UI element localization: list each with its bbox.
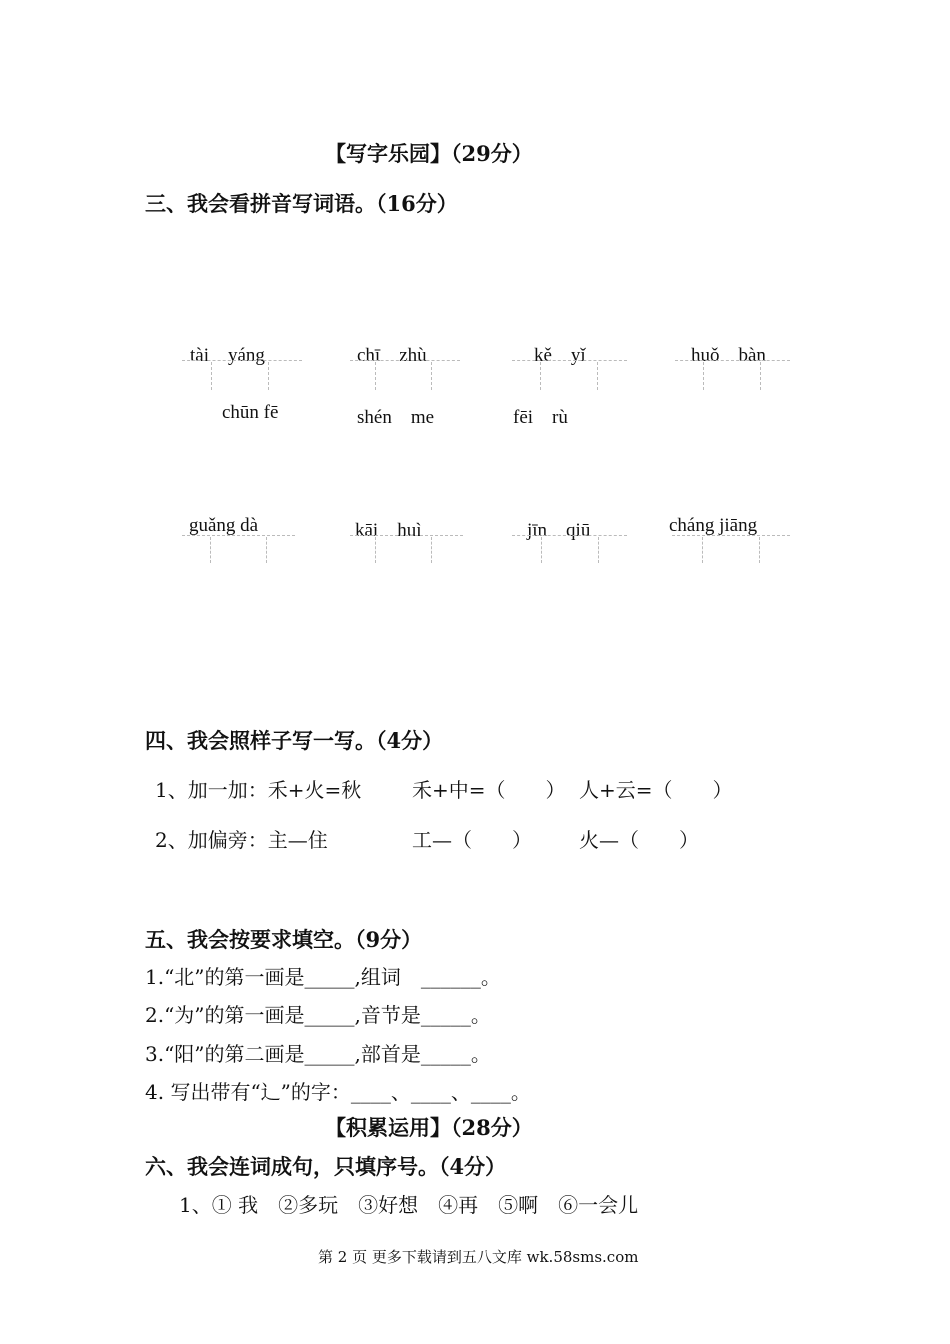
pinyin-word: kě yǐ [534,345,586,366]
pinyin-word: cháng jiāng [669,515,758,536]
q4-line1-blank1: 禾+中=（ ） [412,778,566,802]
grid-line [512,360,627,361]
grid-line [210,537,211,563]
question-6-title: 六、我会连词成句，只填序号。（4分） [145,1154,507,1179]
q4-line1-blank2: 人+云=（ ） [579,778,733,802]
section-title-accumulation: 【积累运用】（28分） [325,1115,533,1140]
grid-line [431,362,432,390]
grid-line [211,362,212,390]
q5-item: 4. 写出带有“辶”的字：____、____、____。 [145,1080,531,1104]
q4-line1-example: 1、加一加：禾+火=秋 [155,778,362,802]
section-title-writing: 【写字乐园】（29分） [325,141,533,166]
pinyin-word: tài yáng [190,345,265,366]
grid-line [182,360,302,361]
q4-line2-blank2: 火—（ ） [579,828,699,852]
q6-item-1: 1、① 我 ②多玩 ③好想 ④再 ⑤啊 ⑥一会儿 [179,1193,639,1217]
pinyin-word: guǎng dà [189,515,259,536]
grid-line [350,535,463,536]
pinyin-word: jīn qiū [527,520,591,541]
q5-item: 1.“北”的第一画是_____,组词 ______。 [145,965,501,989]
grid-line [431,537,432,563]
grid-line [375,362,376,390]
grid-line [759,537,760,563]
pinyin-word: chūn fē [222,402,279,423]
grid-line [512,535,627,536]
grid-line [702,537,703,563]
grid-line [266,537,267,563]
grid-line [598,537,599,563]
grid-line [675,360,790,361]
grid-line [703,362,704,390]
question-4-title: 四、我会照样子写一写。（4分） [145,728,444,753]
q4-line2-blank1: 工—（ ） [412,828,532,852]
pinyin-word: huǒ bàn [691,345,766,366]
grid-line [672,535,790,536]
grid-line [541,537,542,563]
question-3-title: 三、我会看拼音写词语。（16分） [145,191,458,216]
grid-line [760,362,761,390]
pinyin-word: kāi huì [355,520,422,541]
grid-line [182,535,295,536]
q5-item: 2.“为”的第一画是_____,音节是_____。 [145,1003,491,1027]
grid-line [540,362,541,390]
grid-line [268,362,269,390]
grid-line [597,362,598,390]
pinyin-word: fēi rù [513,407,568,428]
pinyin-word: chī zhù [357,345,427,366]
grid-line [350,360,460,361]
q4-line2-example: 2、加偏旁：主—住 [155,828,328,852]
question-5-title: 五、我会按要求填空。（9分） [145,927,423,952]
q5-item: 3.“阳”的第二画是_____,部首是_____。 [145,1042,491,1066]
pinyin-word: shén me [357,407,435,428]
grid-line [375,537,376,563]
page-footer: 第 2 页 更多下载请到五八文库 wk.58sms.com [318,1248,639,1266]
